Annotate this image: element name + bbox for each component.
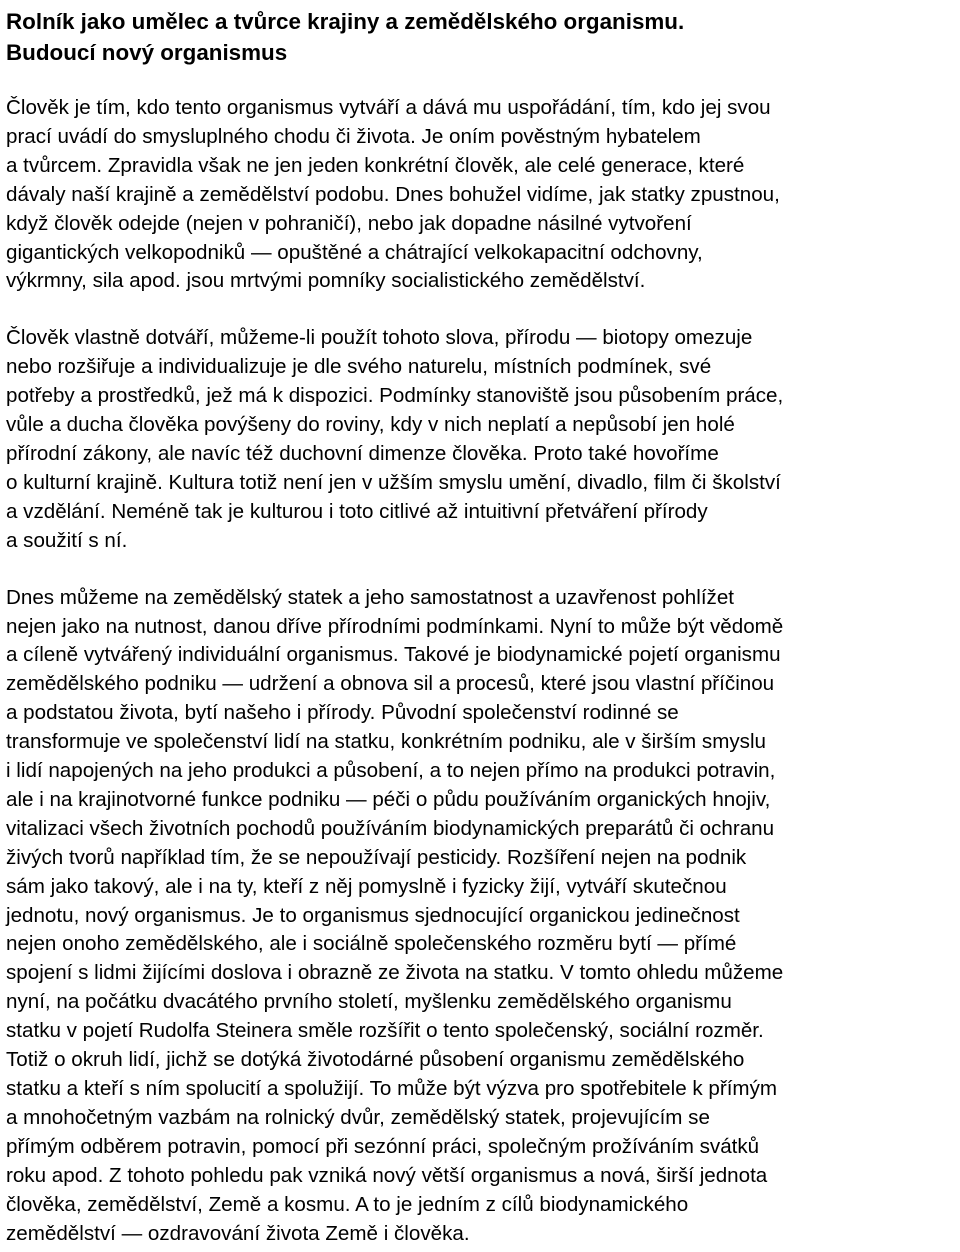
paragraph-line: vitalizaci všech životních pochodů používáním biodynamických preparátů či ochranu [6,816,775,840]
paragraph-1 [6,94,958,296]
paragraph-line: jednotu, nový organismus. Je to organismus sjednocující organickou jedinečnost [6,903,740,927]
paragraph-line: a cíleně vytvářený individuální organismus. Takové je biodynamické pojetí organismu [6,643,781,667]
paragraph-line: a vzdělání. Neméně tak je kulturou i toto citlivé až intuitivní přetváření přírody [6,499,708,523]
paragraph-line: a podstatou života, bytí našeho i přírody. Původní společenství rodinné se [6,701,679,725]
document-title [6,6,958,68]
paragraph-line: prací uvádí do smysluplného chodu či života. Je oním pověstným hybatelem [6,124,701,148]
title-line-1: Rolník jako umělec a tvůrce krajiny a zemědělského organismu. [6,9,685,34]
paragraph-line: člověka, zemědělství, Země a kosmu. A to je jedním z cílů biodynamického [6,1192,689,1216]
paragraph-line: gigantických velkopodniků — opuštěné a chátrající velkokapacitní odchovny, [6,240,703,264]
paragraph-3 [6,584,958,1249]
paragraph-line: o kulturní krajině. Kultura totiž není jen v užším smyslu umění, divadlo, film či školství [6,470,781,494]
paragraph-2 [6,324,958,555]
paragraph-line: Člověk je tím, kdo tento organismus vytváří a dává mu uspořádání, tím, kdo jej svou [6,96,771,119]
paragraph-line: zemědělství — ozdravování života Země i člověka. [6,1221,470,1245]
paragraph-line: vůle a ducha člověka povýšeny do roviny, kdy v nich neplatí a nepůsobí jen holé [6,413,735,437]
paragraph-line: výkrmny, sila apod. jsou mrtvými pomníky socialistického zemědělství. [6,269,646,293]
paragraph-line: a mnohočetným vazbám na rolnický dvůr, zemědělský statek, projevujícím se [6,1105,710,1129]
paragraph-line: potřeby a prostředků, jež má k dispozici. Podmínky stanoviště jsou působením práce, [6,384,784,408]
paragraph-line: a tvůrcem. Zpravidla však ne jen jeden konkrétní člověk, ale celé generace, které [6,153,745,177]
paragraph-line: přírodní zákony, ale navíc též duchovní dimenze člověka. Proto také hovoříme [6,441,719,465]
document-page [6,6,958,1248]
paragraph-line: nebo rozšiřuje a individualizuje je dle svého naturelu, místních podmínek, své [6,355,712,379]
paragraph-line: Dnes můžeme na zemědělský statek a jeho samostatnost a uzavřenost pohlížet [6,585,735,609]
paragraph-line: ale i na krajinotvorné funkce podniku — péči o půdu používáním organických hnojiv, [6,787,771,811]
paragraph-line: přímým odběrem potravin, pomocí při sezónní práci, společným prožíváním svátků [6,1134,760,1158]
paragraph-line: zemědělského podniku — udržení a obnova sil a procesů, které jsou vlastní příčinou [6,672,775,696]
paragraph-line: spojení s lidmi žijícími doslova i obrazně ze života na statku. V tomto ohledu můžeme [6,961,784,985]
title-line-2: Budoucí nový organismus [6,40,288,65]
paragraph-line: nyní, na počátku dvacátého prvního století, myšlenku zemědělského organismu [6,990,732,1014]
paragraph-line: transformuje ve společenství lidí na statku, konkrétním podniku, ale v širším smyslu [6,730,766,754]
paragraph-line: a soužití s ní. [6,528,128,552]
paragraph-line: sám jako takový, ale i na ty, kteří z něj pomyslně i fyzicky žijí, vytváří skutečnou [6,874,727,898]
paragraph-line: dávaly naší krajině a zemědělství podobu. Dnes bohužel vidíme, jak statky zpustnou, [6,182,780,206]
paragraph-line: roku apod. Z tohoto pohledu pak vzniká nový větší organismus a nová, širší jednota [6,1163,768,1187]
paragraph-line: když člověk odejde (nejen v pohraničí), nebo jak dopadne násilné vytvoření [6,211,692,235]
paragraph-line: nejen jako na nutnost, danou dříve přírodními podmínkami. Nyní to může být vědomě [6,614,784,638]
paragraph-line: i lidí napojených na jeho produkci a působení, a to nejen přímo na produkci potravin, [6,759,776,783]
paragraph-line: Totiž o okruh lidí, jichž se dotýká životodárné působení organismu zemědělského [6,1048,745,1072]
paragraph-line: živých tvorů například tím, že se nepoužívají pesticidy. Rozšíření nejen na podnik [6,845,747,869]
paragraph-line: statku a kteří s ním spolucití a spolužijí. To může být výzva pro spotřebitele k přímým [6,1077,778,1100]
paragraph-line: nejen onoho zemědělského, ale i sociálně společenského rozměru bytí — přímé [6,932,737,956]
paragraph-line: Člověk vlastně dotváří, můžeme-li použít tohoto slova, přírodu — biotopy omezuje [6,326,753,350]
paragraph-line: statku v pojetí Rudolfa Steinera směle rozšířit o tento společenský, sociální rozměr. [6,1019,764,1043]
